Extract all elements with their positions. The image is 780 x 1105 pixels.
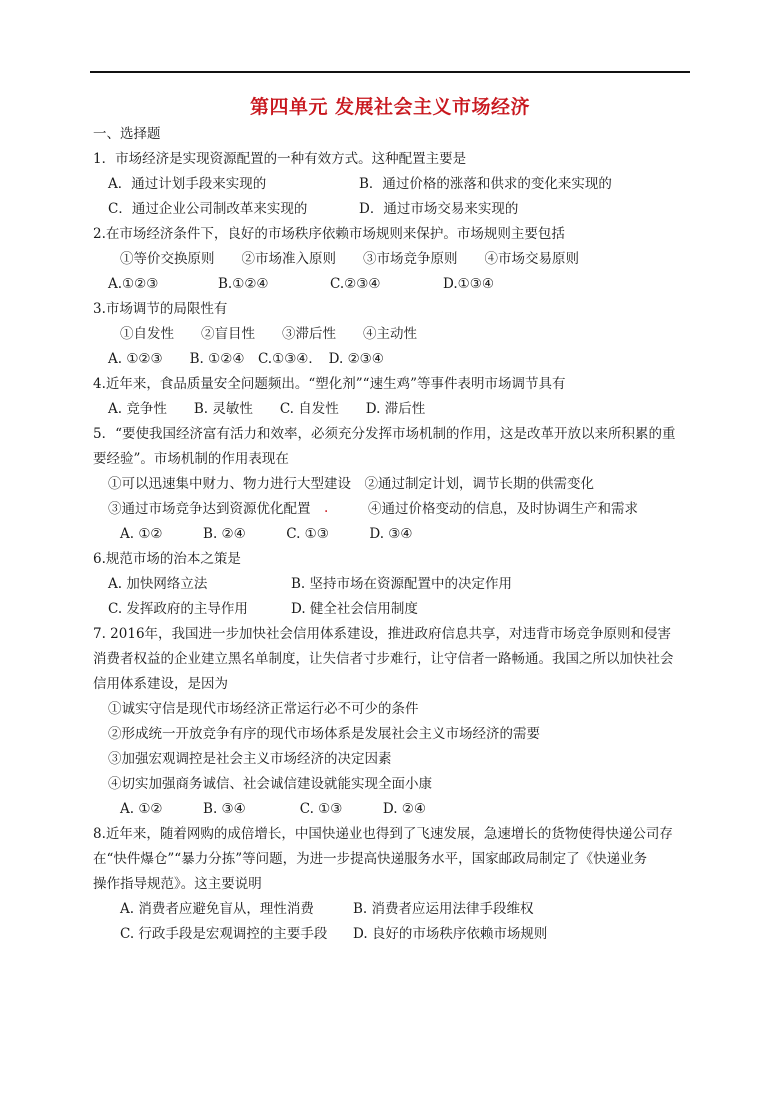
q7-stem-line2: 消费者权益的企业建立黑名单制度，让失信者寸步难行，让守信者一路畅通。我国之所以加快社会 <box>93 651 674 667</box>
q6-option-b: B. 坚持市场在资源配置中的决定作用 <box>291 576 513 592</box>
page-title: 第四单元 发展社会主义市场经济 <box>249 96 531 118</box>
q3-statements: ①自发性 ②盲目性 ③滞后性 ④主动性 <box>120 326 417 342</box>
q1-stem: 1．市场经济是实现资源配置的一种有效方式。这种配置主要是 <box>93 151 467 167</box>
q3-stem: 3.市场调节的局限性有 <box>93 301 228 317</box>
q7-statement-2: ②形成统一开放竞争有序的现代市场体系是发展社会主义市场经济的需要 <box>108 726 540 742</box>
q7-options: A. ①② B. ③④ C. ①③ D. ②④ <box>120 801 427 817</box>
q8-option-d: D. 良好的市场秩序依赖市场规则 <box>353 926 548 942</box>
q2-option-b: B.①②④ <box>218 276 269 292</box>
q5-statement-3: ③通过市场竞争达到资源优化配置 <box>108 501 311 517</box>
q4-stem: 4.近年来，食品质量安全问题频出。“塑化剂”“速生鸡”等事件表明市场调节具有 <box>93 376 566 392</box>
q8-stem-line3: 操作指导规范》。这主要说明 <box>93 876 262 892</box>
q7-statement-1: ①诚实守信是现代市场经济正常运行必不可少的条件 <box>108 701 419 717</box>
section-heading: 一、选择题 <box>93 126 161 142</box>
q7-stem-line1: 7. 2016年，我国进一步加快社会信用体系建设，推进政府信息共享，对违背市场竞争原则和侵害 <box>93 626 672 642</box>
q8-option-c: C. 行政手段是宏观调控的主要手段 <box>120 926 328 942</box>
q2-stem: 2.在市场经济条件下，良好的市场秩序依赖市场规则来保护。市场规则主要包括 <box>93 226 565 242</box>
q2-option-c: C.②③④ <box>330 276 381 292</box>
q7-statement-4: ④切实加强商务诚信、社会诚信建设就能实现全面小康 <box>108 776 432 792</box>
q5-stem-line2: 要经验”。市场机制的作用表现在 <box>93 451 289 467</box>
red-mark: . <box>324 500 329 516</box>
q8-option-a: A. 消费者应避免盲从，理性消费 <box>120 901 314 917</box>
q4-options: A. 竞争性 B. 灵敏性 C. 自发性 D. 滞后性 <box>108 401 426 417</box>
q6-option-a: A. 加快网络立法 <box>108 576 208 592</box>
q3-options: A. ①②③ B. ①②④ C.①③④． D. ②③④ <box>108 351 384 367</box>
q8-option-b: B. 消费者应运用法律手段维权 <box>353 901 534 917</box>
q8-stem-line1: 8.近年来，随着网购的成倍增长，中国快递业也得到了飞速发展，急速增长的货物使得快递公司存 <box>93 826 673 842</box>
q1-option-c: C．通过企业公司制改革来实现的 <box>108 201 308 217</box>
q5-stem-line1: 5．“要使我国经济富有活力和效率，必须充分发挥市场机制的作用，这是改革开放以来所积累的重 <box>93 426 676 442</box>
q6-option-d: D. 健全社会信用制度 <box>291 601 418 617</box>
q7-statement-3: ③加强宏观调控是社会主义市场经济的决定因素 <box>108 751 392 767</box>
q1-option-b: B．通过价格的涨落和供求的变化来实现的 <box>359 176 612 192</box>
header-rule <box>90 71 690 73</box>
q2-option-a: A.①②③ <box>108 276 159 292</box>
q8-stem-line2: 在“快件爆仓”“暴力分拣”等问题，为进一步提高快递服务水平，国家邮政局制定了《快递业务 <box>93 851 648 867</box>
q6-option-c: C. 发挥政府的主导作用 <box>108 601 248 617</box>
q1-option-d: D．通过市场交易来实现的 <box>359 201 519 217</box>
q6-stem: 6.规范市场的治本之策是 <box>93 551 241 567</box>
q7-stem-line3: 信用体系建设，是因为 <box>93 676 228 692</box>
q5-statement-4: ④通过价格变动的信息，及时协调生产和需求 <box>368 501 638 517</box>
q5-statements-1-2: ①可以迅速集中财力、物力进行大型建设 ②通过制定计划，调节长期的供需变化 <box>108 476 594 492</box>
q2-statements: ①等价交换原则 ②市场准入原则 ③市场竞争原则 ④市场交易原则 <box>120 251 579 267</box>
q1-option-a: A．通过计划手段来实现的 <box>108 176 267 192</box>
q5-options: A. ①② B. ②④ C. ①③ D. ③④ <box>120 526 413 542</box>
q2-option-d: D.①③④ <box>443 276 494 292</box>
